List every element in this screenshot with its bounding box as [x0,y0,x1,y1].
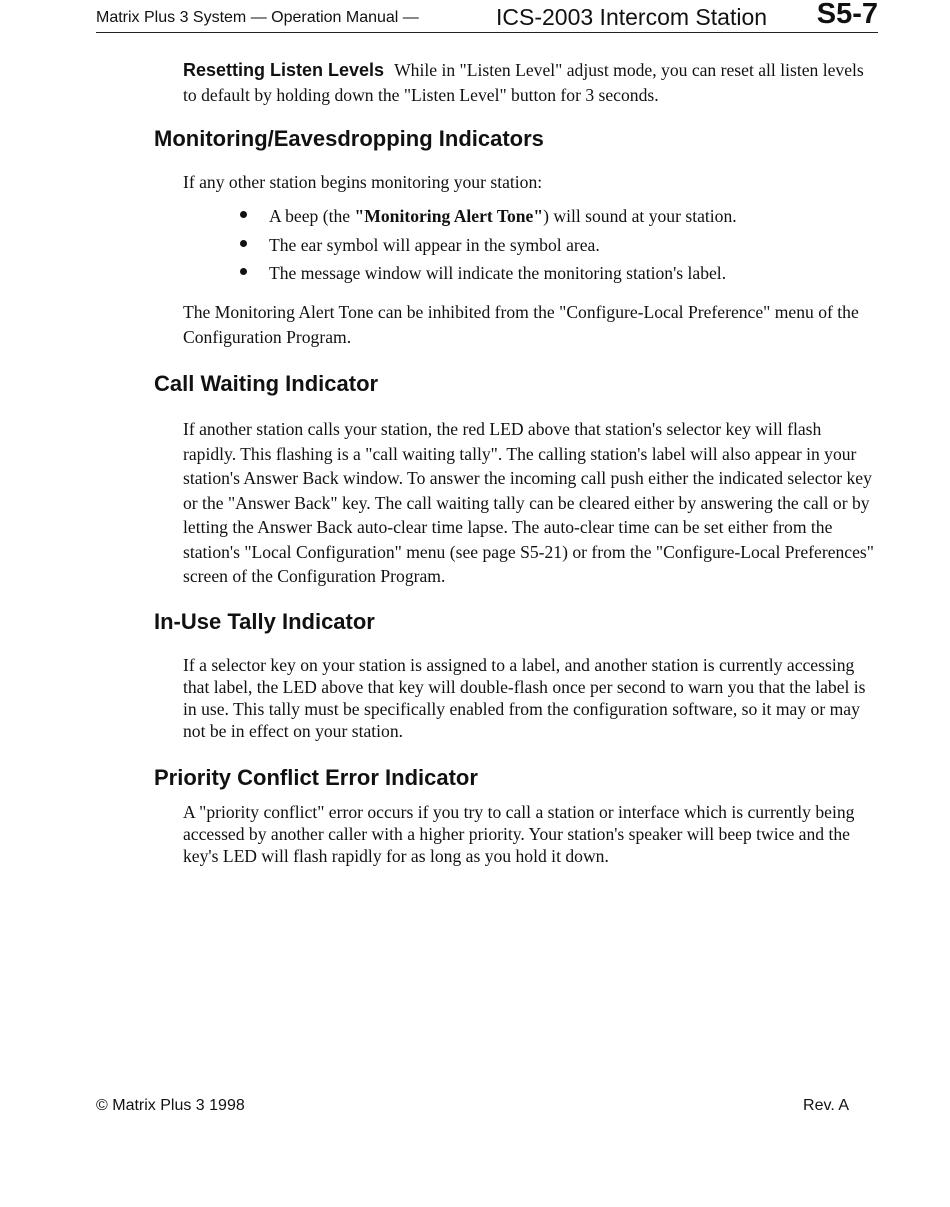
priority-text: A "priority conflict" error occurs if you try to call a station or interface which is currently being accessed by another caller with a higher priority. Your station's speaker will beep twice and the key's LED will flash rapidly for as long as you hold it down. [183,802,855,866]
monitoring-note: The Monitoring Alert Tone can be inhibited from the "Configure-Local Preference" menu of the Configuration Program. [183,302,859,347]
bullet-text: A beep (the [269,206,355,226]
resetting-paragraph [183,58,878,107]
bullet-text: The message window will indicate the monitoring station's label. [269,263,727,283]
priority-heading: Priority Conflict Error Indicator [154,765,478,790]
bullet-icon [240,211,247,218]
page-number: S5-7 [816,0,878,30]
bullet-text: The ear symbol will appear in the symbol area. [269,234,600,255]
in-use-heading: In-Use Tally Indicator [154,609,375,634]
monitoring-alert-tone-term: "Monitoring Alert Tone" [354,206,544,226]
station-title: ICS-2003 Intercom Station [496,4,768,30]
footer-revision: Rev. A [803,1097,849,1114]
call-waiting-heading: Call Waiting Indicator [154,371,379,396]
list-item [240,261,880,290]
in-use-text: If a selector key on your station is assigned to a label, and another station is currently accessing that label, the LED above that key will double-flash once per second to warn you that the label is in use. This tally must be specifically enabled from the configuration software, so it may or may not be in effect on your station. [183,655,866,741]
list-item [240,204,880,233]
monitoring-intro: If any other station begins monitoring your station: [183,172,543,192]
bullet-text: ) will sound at your station. [543,206,737,226]
bullet-icon [240,268,247,275]
resetting-text: While in "Listen Level" adjust mode, you can reset all listen levels to default by holding down the "Listen Level" button for 3 seconds. [183,60,864,105]
monitoring-bullet-list [240,204,880,290]
call-waiting-text: If another station calls your station, the red LED above that station's selector key will flash rapidly. This flashing is a "call waiting tally". The calling station's label will also appear in your station's Answer Back window. To answer the incoming call push either the indicated selector key or the "Answer Back" key. The call waiting tally can be cleared either by answering the call or by letting the Answer Back auto-clear time lapse. The auto-clear time can be set either from the station's "Local Configuration" menu (see page S5-21) or from the "Configure-Local Preferences" screen of the Configuration Program. [183,419,874,586]
manual-title: Matrix Plus 3 System — Operation Manual — [96,9,419,26]
list-item [240,233,880,262]
bullet-icon [240,240,247,247]
footer-copyright: © Matrix Plus 3 1998 [96,1097,245,1114]
monitoring-heading: Monitoring/Eavesdropping Indicators [154,126,544,151]
page-header [96,0,878,33]
resetting-heading: Resetting Listen Levels [183,60,385,80]
